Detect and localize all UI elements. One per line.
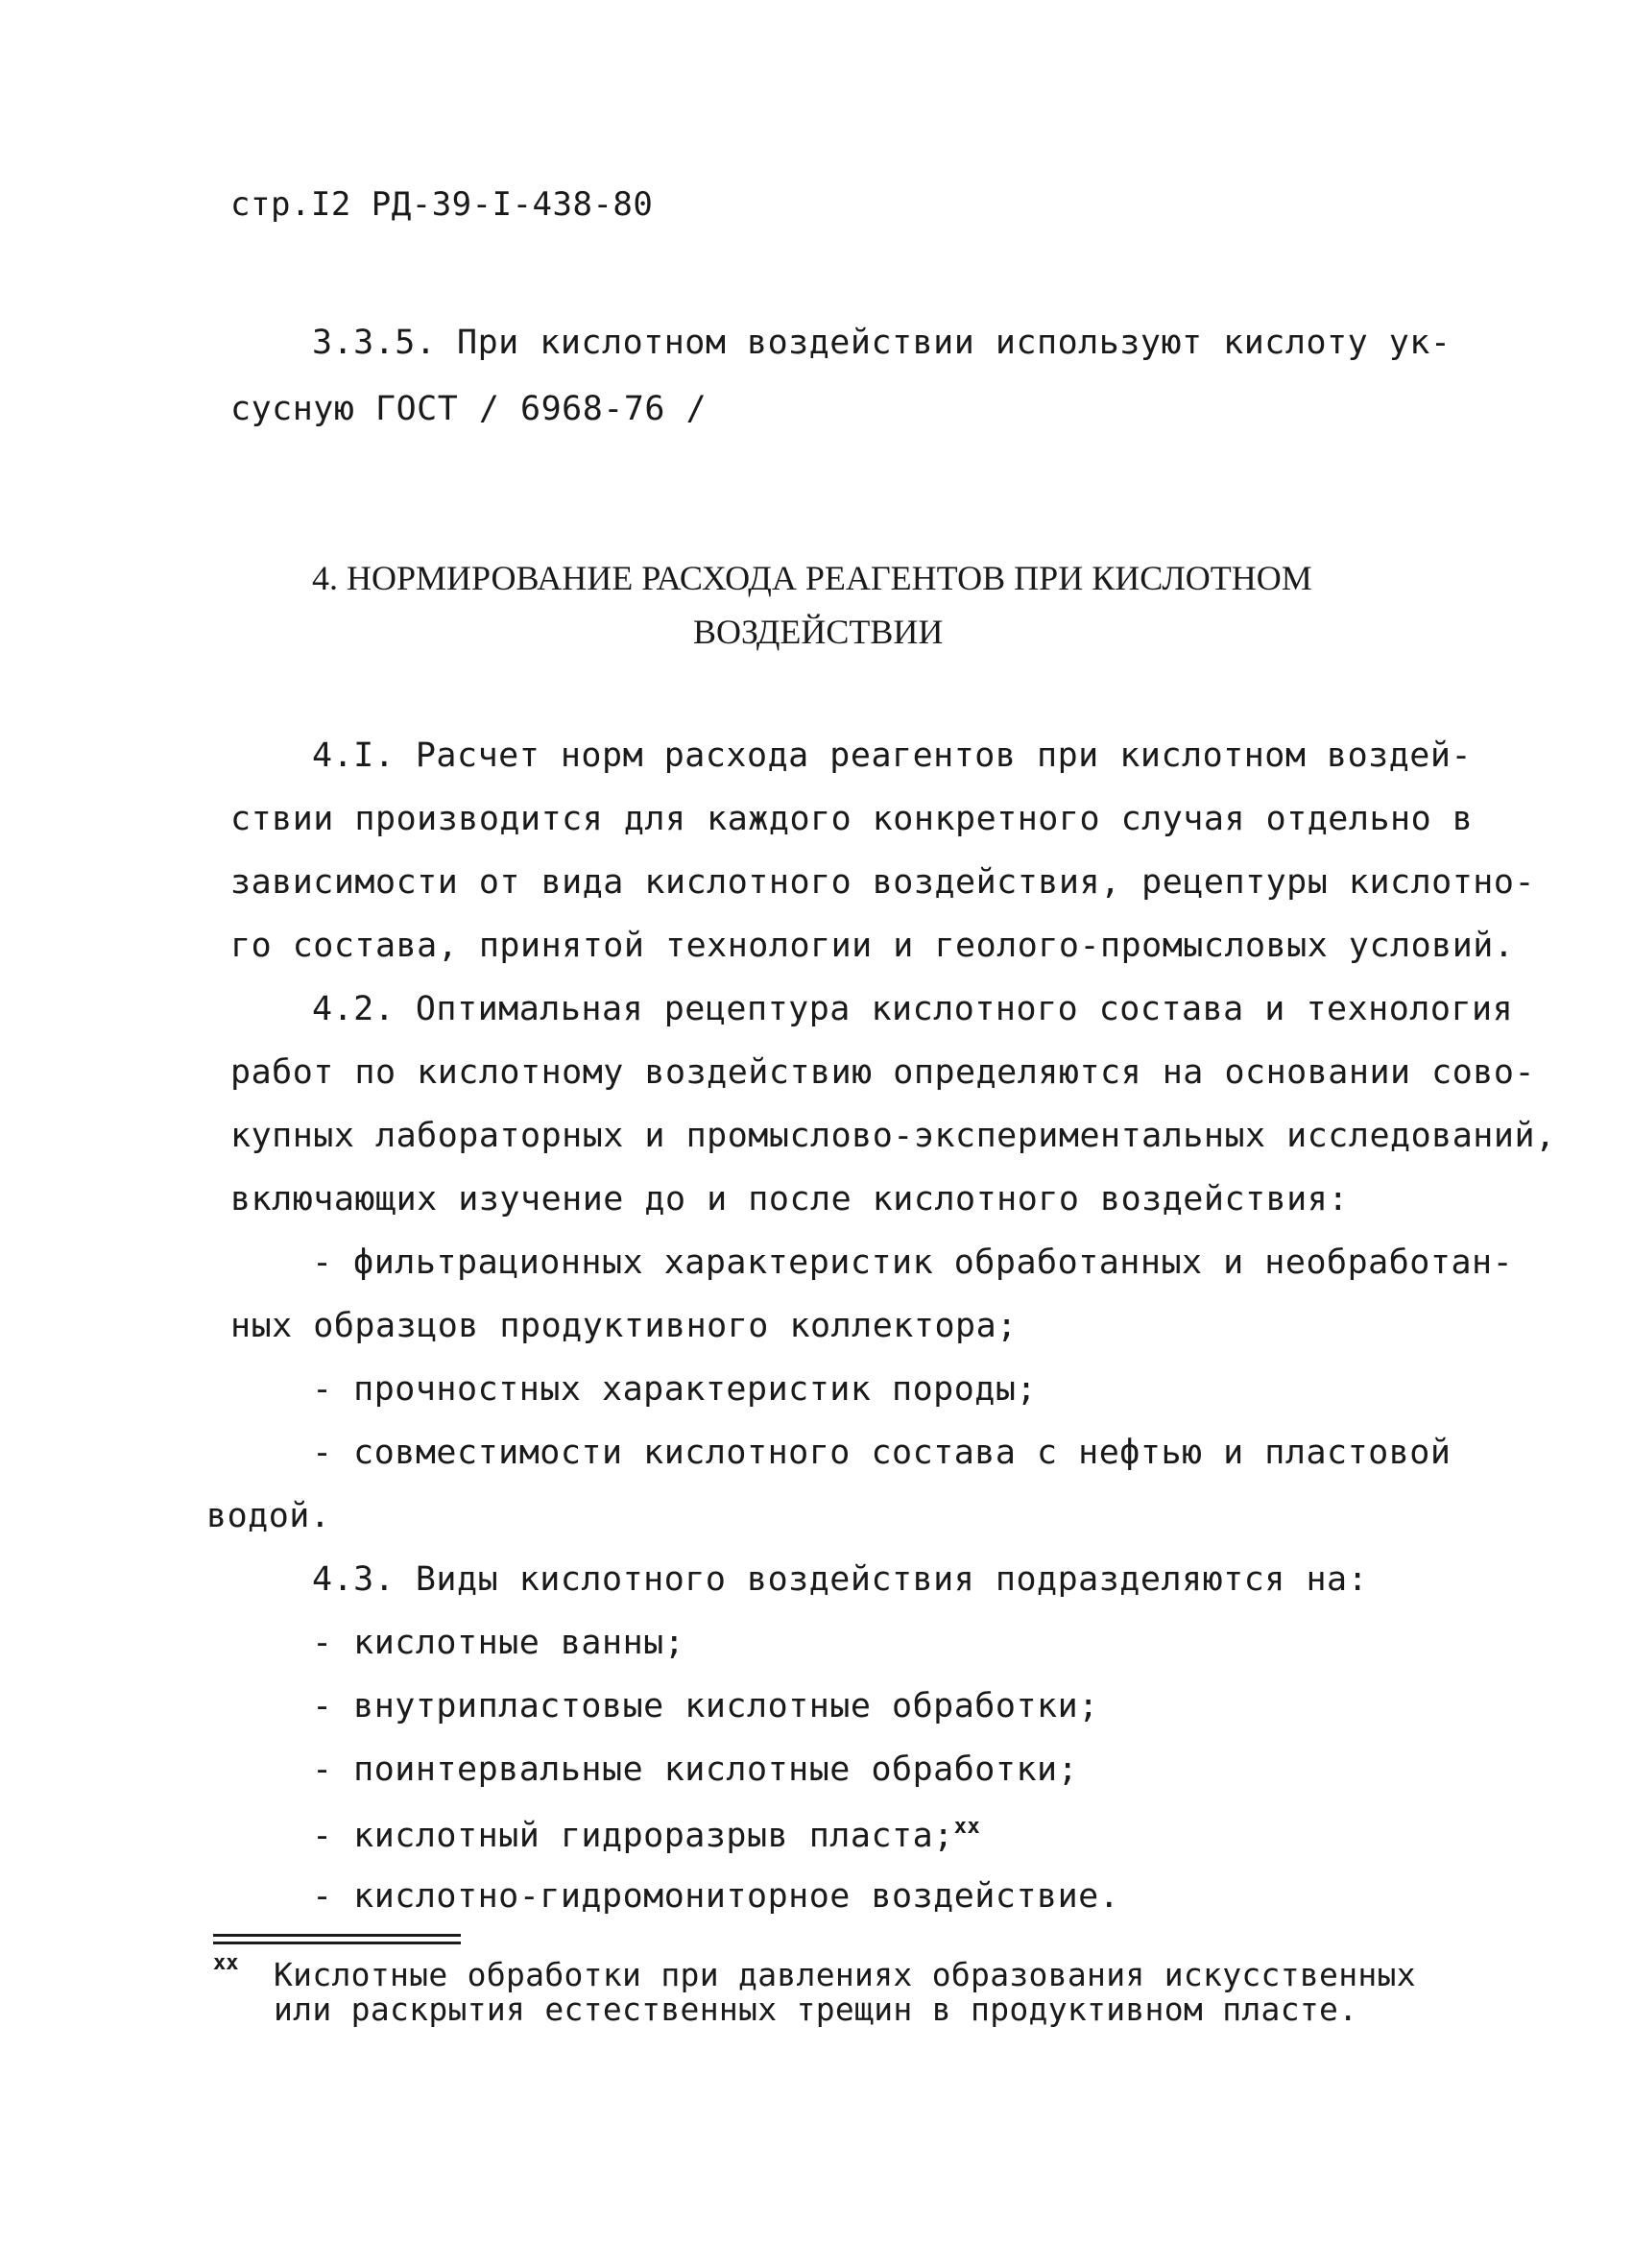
list-item: - кислотные ванны; — [312, 1624, 685, 1662]
section-4-title-line-2: ВОЗДЕЙСТВИИ — [693, 613, 944, 651]
paragraph-4-2-line: - фильтрационных характеристик обработанных и необработан- — [312, 1243, 1514, 1282]
paragraph-4-1-line: ствии производится для каждого конкретного случая отдельно в — [230, 800, 1474, 838]
section-3-3-5-line-2: сусную ГОСТ / 6968-76 / — [230, 390, 708, 428]
paragraph-4-2-line: ных образцов продуктивного коллектора; — [230, 1307, 1018, 1345]
list-item — [312, 1817, 980, 1853]
footnote-marker: xx — [213, 1951, 239, 1975]
footnote-divider — [213, 1942, 461, 1944]
paragraph-4-2-line: работ по кислотному воздействию определяются на основании сово- — [230, 1053, 1536, 1092]
paragraph-4-2-line: водой. — [206, 1497, 331, 1535]
paragraph-4-1-line: 4.I. Расчет норм расхода реагентов при кислотном воздей- — [312, 736, 1473, 775]
section-4-title-line-1: 4. НОРМИРОВАНИЕ РАСХОДА РЕАГЕНТОВ ПРИ КИСЛОТНОМ — [312, 559, 1312, 597]
footnote-divider — [213, 1934, 461, 1937]
paragraph-4-3-intro: 4.3. Виды кислотного воздействия подразделяются на: — [312, 1560, 1369, 1599]
list-item: - поинтервальные кислотные обработки; — [312, 1750, 1079, 1789]
list-item: - кислотно-гидромониторное воздействие. — [312, 1877, 1120, 1916]
footnote-reference: xx — [953, 1815, 981, 1839]
paragraph-4-2-line: - прочностных характеристик породы; — [312, 1370, 1038, 1409]
paragraph-4-2-line: купных лабораторных и промыслово-экспериментальных исследований, — [230, 1117, 1556, 1155]
section-3-3-5-line-1: 3.3.5. При кислотном воздействии используют кислоту ук- — [312, 324, 1452, 362]
paragraph-4-2-line: включающих изучение до и после кислотного воздействия: — [230, 1180, 1349, 1218]
paragraph-4-2-line: - совместимости кислотного состава с нефтью и пластовой — [312, 1434, 1452, 1472]
paragraph-4-2-line: 4.2. Оптимальная рецептура кислотного состава и технология — [312, 990, 1514, 1028]
footnote-line-2: или раскрытия естественных трещин в продуктивном пласте. — [274, 1991, 1358, 2028]
paragraph-4-1-line: го состава, принятой технологии и геолого-промысловых условий. — [230, 927, 1515, 965]
list-item-text: - кислотный гидроразрыв пласта; — [312, 1817, 954, 1855]
list-item: - внутрипластовые кислотные обработки; — [312, 1687, 1099, 1725]
paragraph-4-1-line: зависимости от вида кислотного воздействия, рецептуры кислотно- — [230, 863, 1536, 902]
page-header: стр.I2 РД-39-I-438-80 — [230, 185, 654, 224]
footnote-line-1: Кислотные обработки при давлениях образования искусственных — [274, 1956, 1416, 1993]
